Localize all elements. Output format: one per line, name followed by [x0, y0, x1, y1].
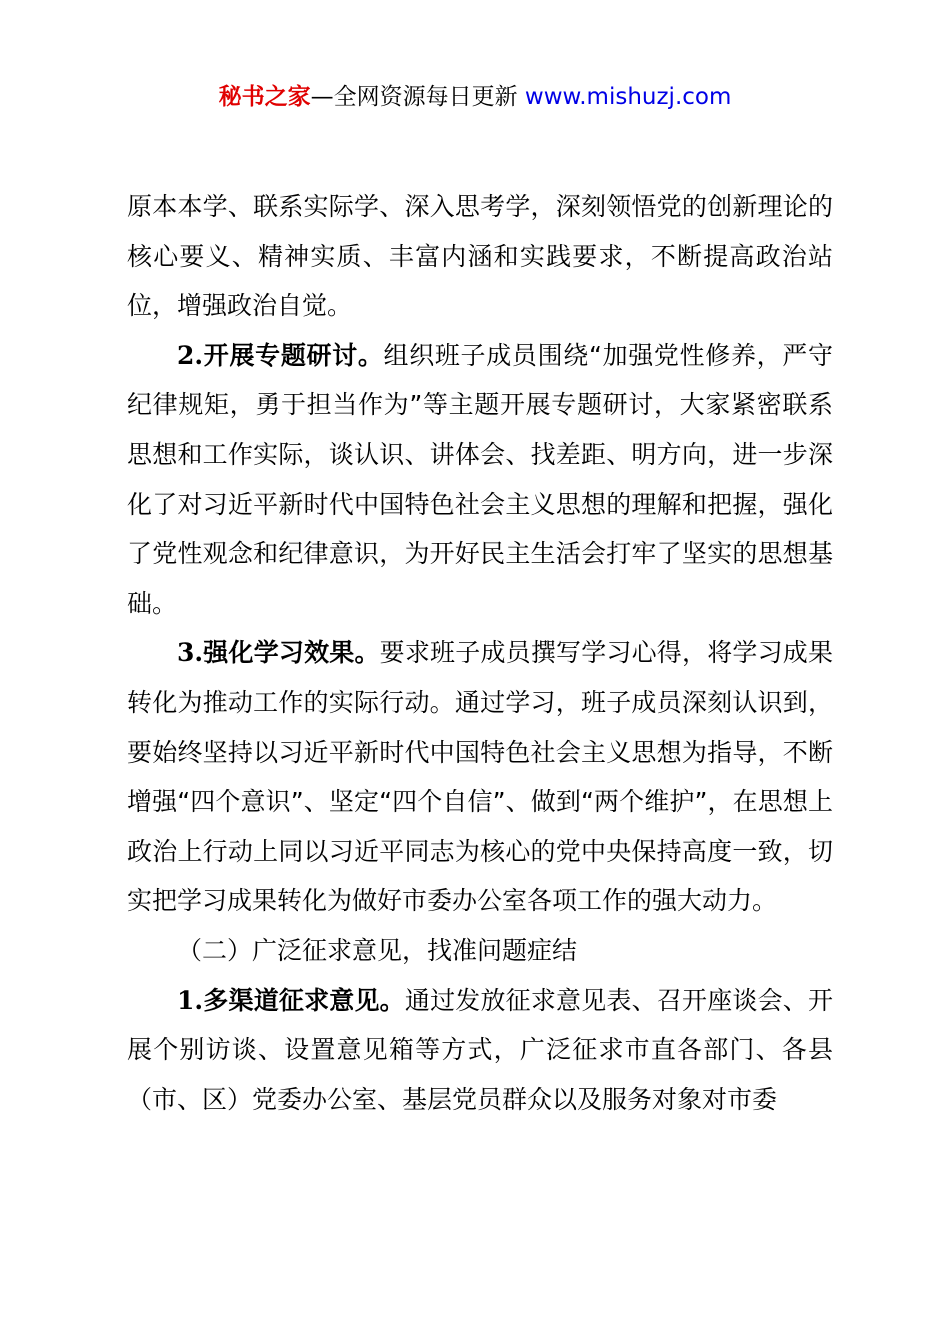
site-url-link[interactable]: www.mishuzj.com [524, 84, 732, 110]
brand-name: 秘书之家 [218, 84, 311, 110]
paragraph-lead-heading: 强化学习效果。 [203, 638, 380, 668]
paragraph-text: 组织班子成员围绕“加强党性修养，严守纪律规矩，勇于担当作为”等主题开展专题研讨，大家紧密联系思想和工作实际，谈认识、讲体会、找差距、明方向，进一步深化了对习近平新时代中国特色社会主义思想的理解和把握，强化了党性观念和纪律意识，为开好民主生活会打牢了坚实的思想基础。 [127, 340, 833, 618]
page-header [0, 80, 950, 114]
paragraph-continued [127, 182, 833, 331]
paragraph-learning-effect [127, 628, 833, 926]
paragraph-lead-number: 1. [177, 985, 204, 1015]
section-heading-text: （二）广泛征求意见，找准问题症结 [177, 935, 578, 965]
paragraph-lead-number: 3. [177, 638, 204, 668]
paragraph-text: 通过发放征求意见表、召开座谈会、开展个别访谈、设置意见箱等方式，广泛征求市直各部门、各县（市、区）党委办公室、基层党员群众以及服务对象对市委 [127, 985, 833, 1114]
header-tagline: —全网资源每日更新 [310, 84, 518, 110]
paragraph-text: 原本本学、联系实际学、深入思考学，深刻领悟党的创新理论的核心要义、精神实质、丰富内涵和实践要求，不断提高政治站位，增强政治自觉。 [127, 192, 833, 321]
paragraph-topic-discussion [127, 331, 833, 629]
paragraph-text: 要求班子成员撰写学习心得，将学习成果转化为推动工作的实际行动。通过学习，班子成员深刻认识到，要始终坚持以习近平新时代中国特色社会主义思想为指导，不断增强“四个意识”、坚定“四个自信”、做到“两个维护”，在思想上政治上行动上同以习近平同志为核心的党中央保持高度一致，切实把学习成果转化为做好市委办公室各项工作的强大动力。 [127, 638, 833, 916]
paragraph-lead-heading: 多渠道征求意见。 [203, 985, 405, 1015]
paragraph-lead-number: 2. [177, 340, 204, 370]
document-body [127, 182, 833, 1124]
section-heading [127, 926, 833, 976]
paragraph-collect-opinions [127, 976, 833, 1125]
paragraph-lead-heading: 开展专题研讨。 [203, 340, 384, 370]
